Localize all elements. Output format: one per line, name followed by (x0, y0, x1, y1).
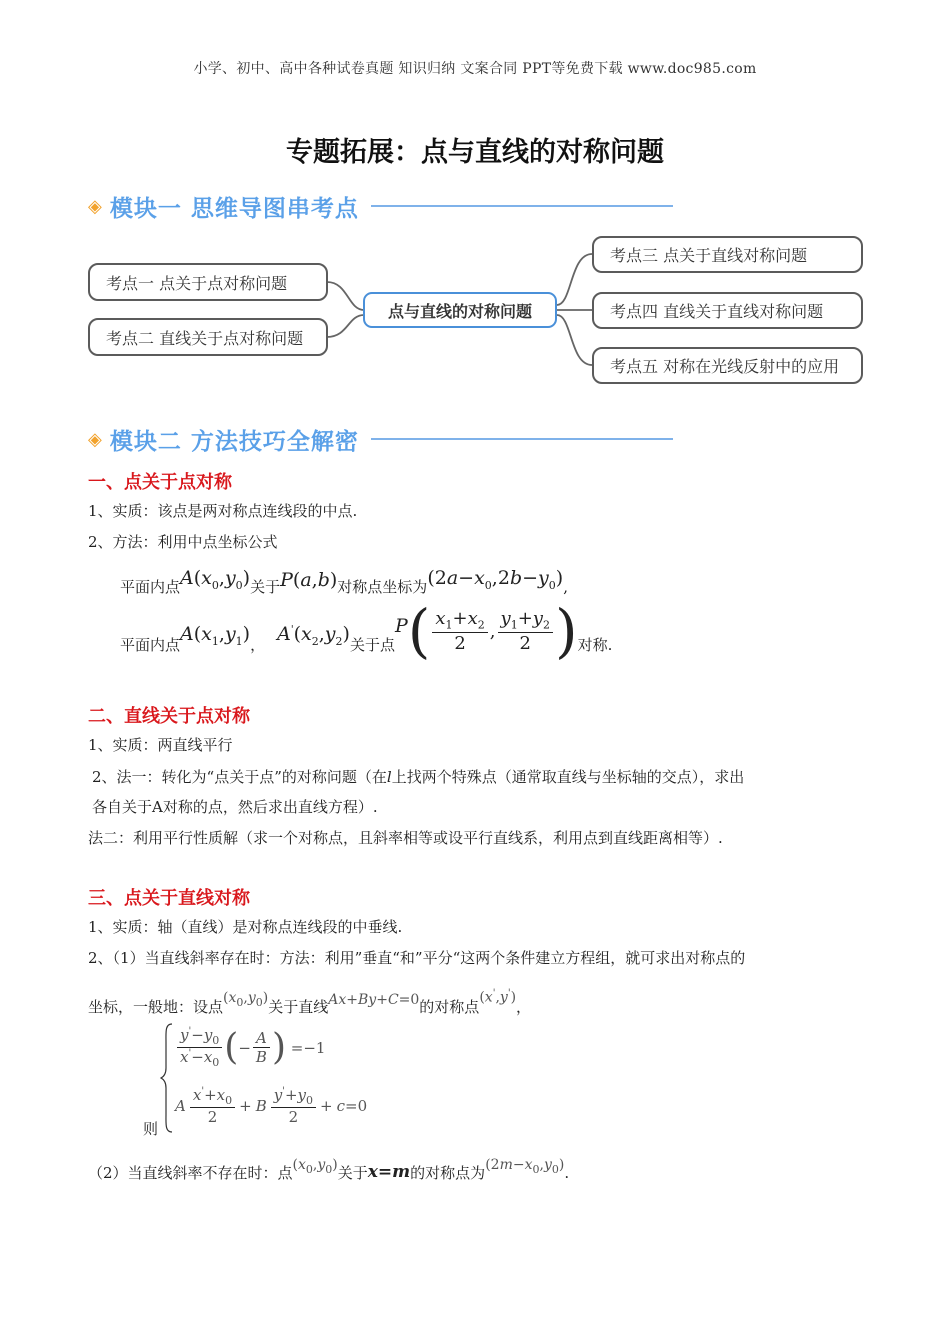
formula-point-p: P(a,b) (280, 568, 338, 591)
section-3-then: 则 (143, 1120, 159, 1138)
page-header: 小学、初中、高中各种试卷真题 知识归纳 文案合同 PPT等免费下载 www.doc985.com (193, 61, 757, 77)
module-2-header (88, 422, 673, 456)
module-2-title: 模块二 方法技巧全解密 (109, 428, 359, 455)
section-3-line-3: 坐标，一般地：设点 $(x_0,y_0)$ 关于直线 Ax+By+C=0 的对称点 (x',y') ， (88, 987, 532, 1016)
section-2-line-4: 法二：利用平行性质解（求一个对称点，且斜率相等或设平行直线系，利用点到直线距离相等）. (88, 829, 723, 847)
section-3-line-5: （2）当直线斜率不存在时：点 $(x_0,y_0)$ 关于 x=m 的对称点为 $(2m-x_0,y_0)$ . (88, 1157, 570, 1182)
midpoint-formula-2: 平面内点 $A(x_1,y_1)$ ， $A'(x_2,y_2)$ 关于点 P ( $\frac{x_1+x_2}{2}$ , $\frac{y_1+y_2}{2}$ ) 对称. (120, 597, 613, 665)
section-1-heading: 一、点关于点对称 (88, 472, 232, 493)
section-2-heading: 二、直线关于点对称 (88, 706, 250, 727)
section-2-line-3: 各自关于A对称的点，然后求出直线方程）. (92, 798, 378, 816)
mindmap-node-topic-1: 考点一 点关于点对称问题 (88, 263, 328, 301)
mindmap-node-topic-4: 考点四 直线关于直线对称问题 (592, 292, 863, 329)
system-equation-2: A $\frac{x'+x_0}{2}$ + B $\frac{y'+y_0}{2}$ + c =0 (175, 1086, 368, 1126)
section-3-line-2: 2、（1）当直线斜率存在时：方法：利用”垂直“和”平分“这两个条件建立方程组，就可求出对称点的 (88, 949, 746, 967)
connector-right-1 (557, 254, 592, 305)
diamond-icon: ◈ (88, 195, 102, 217)
formula-point-a: $A(x_0,y_0)$ (180, 567, 251, 592)
page-title: 专题拓展：点与直线的对称问题 (286, 137, 664, 168)
section-1-line-1: 1、实质：该点是两对称点连线段的中点. (88, 502, 358, 520)
mindmap-center-node: 点与直线的对称问题 (363, 292, 557, 328)
midpoint-formula-1: 平面内点 $A(x_0,y_0)$ 关于 P(a,b) 对称点坐标为 $(2a-x_0,2b-y_0)$ , (120, 567, 568, 596)
system-equation-1: $\frac{y'-y_0}{x'-x_0}$ ( − $\frac{A}{B}$ ) =−1 (175, 1026, 325, 1069)
connector-left-2 (327, 315, 364, 337)
section-1-line-2: 2、方法：利用中点坐标公式 (88, 533, 278, 551)
connector-right-3 (557, 315, 592, 365)
system-brace (160, 1022, 174, 1134)
section-3-line-1: 1、实质：轴（直线）是对称点连线段的中垂线. (88, 918, 403, 936)
mindmap-node-topic-2: 考点二 直线关于点对称问题 (88, 318, 328, 356)
mindmap-node-topic-3: 考点三 点关于直线对称问题 (592, 236, 863, 273)
section-3-heading: 三、点关于直线对称 (88, 888, 250, 909)
module-2-rule (371, 438, 673, 440)
module-1-title: 模块一 思维导图串考点 (109, 195, 359, 222)
section-2-line-2: 2、法一：转化为“点关于点”的对称问题（在l上找两个特殊点（通常取直线与坐标轴的交点），求出 (92, 768, 745, 786)
diamond-icon: ◈ (88, 428, 102, 450)
connector-left-1 (327, 282, 364, 310)
formula-symmetric-point: $(2a-x_0,2b-y_0)$ (427, 567, 564, 592)
mindmap-node-topic-5: 考点五 对称在光线反射中的应用 (592, 347, 863, 384)
section-2-line-1: 1、实质：两直线平行 (88, 736, 233, 754)
